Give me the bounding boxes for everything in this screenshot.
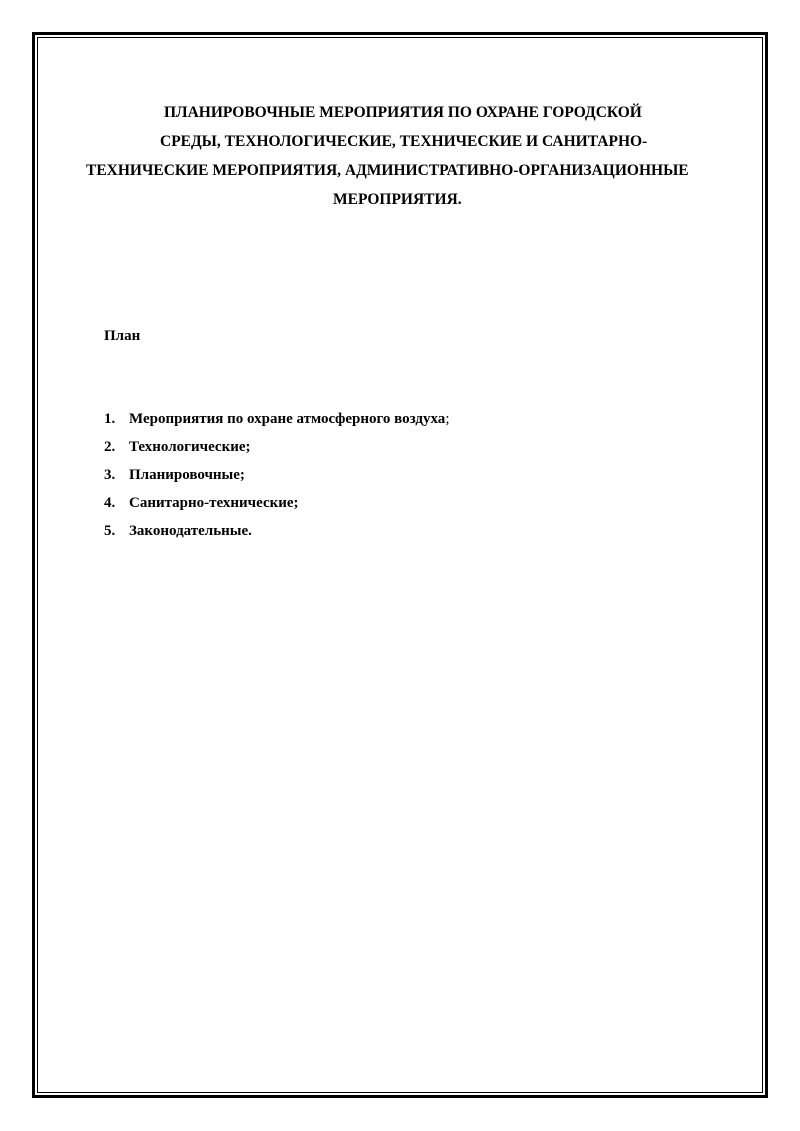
list-item — [104, 493, 449, 521]
list-item-text: Планировочные; — [129, 467, 245, 483]
list-item-suffix: ; — [445, 411, 450, 427]
list-item-number: 4. — [104, 495, 116, 511]
list-item — [104, 409, 449, 437]
plan-list — [104, 409, 449, 549]
title-line: ПЛАНИРОВОЧНЫЕ МЕРОПРИЯТИЯ ПО ОХРАНЕ ГОРОДСКОЙ — [164, 104, 642, 121]
list-item-text: Санитарно-технические; — [129, 495, 299, 511]
title-line: СРЕДЫ, ТЕХНОЛОГИЧЕСКИЕ, ТЕХНИЧЕСКИЕ И САНИТАРНО- — [160, 133, 648, 150]
list-item-number: 5. — [104, 523, 116, 539]
list-item-number: 2. — [104, 439, 116, 455]
list-item-text: Технологические; — [129, 439, 251, 455]
list-item-number: 1. — [104, 411, 116, 427]
list-item — [104, 465, 449, 493]
list-item-number: 3. — [104, 467, 116, 483]
list-item-text: Законодательные. — [129, 523, 252, 539]
list-item — [104, 521, 449, 549]
list-item — [104, 437, 449, 465]
plan-heading: План — [104, 328, 141, 344]
list-item-text: Мероприятия по охране атмосферного воздуха — [129, 411, 446, 427]
title-line: МЕРОПРИЯТИЯ. — [333, 191, 462, 208]
title-line: ТЕХНИЧЕСКИЕ МЕРОПРИЯТИЯ, АДМИНИСТРАТИВНО-ОРГАНИЗАЦИОННЫЕ — [86, 162, 689, 179]
